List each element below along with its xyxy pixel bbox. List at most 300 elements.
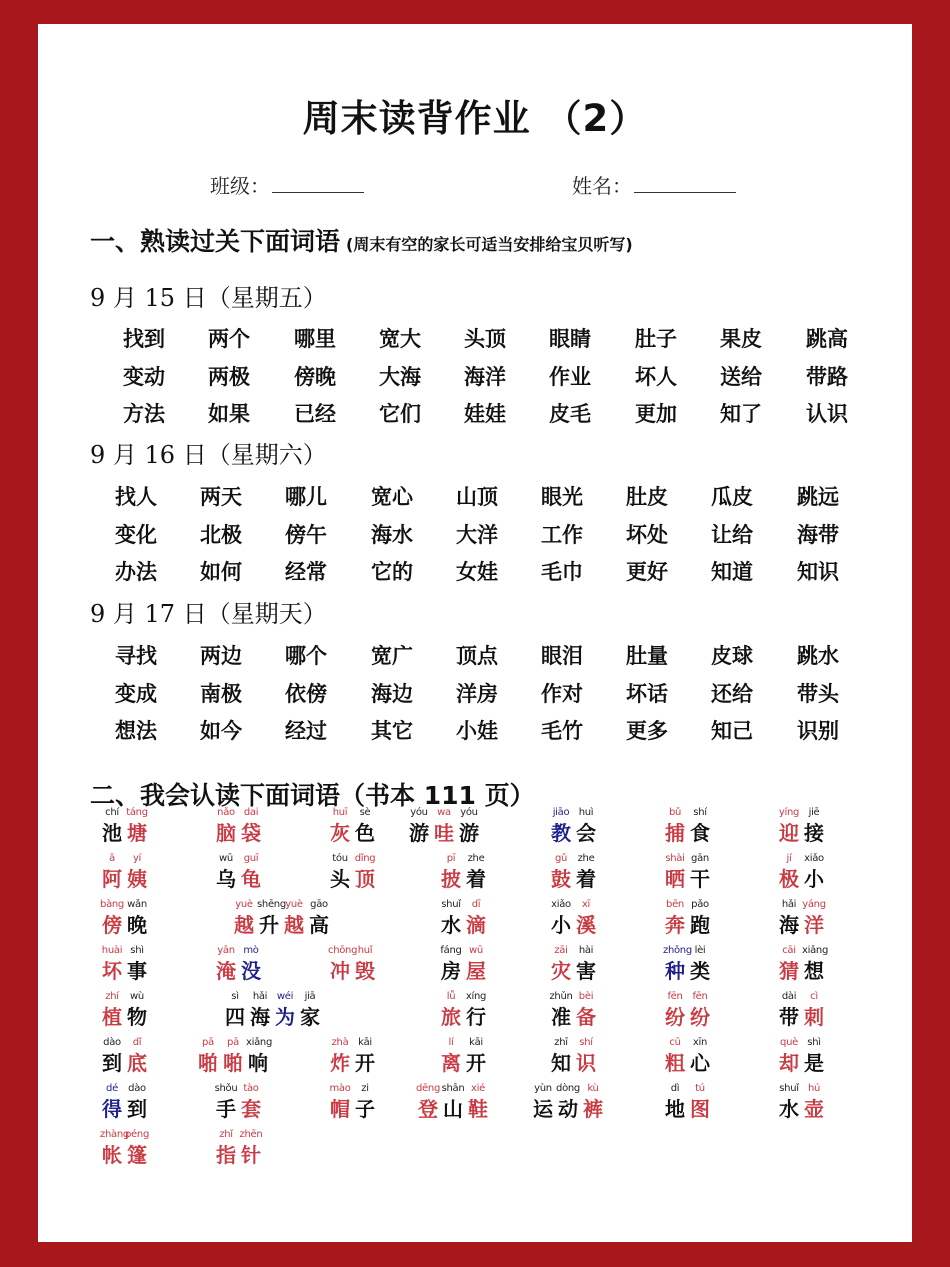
hanzi-char: 心	[690, 1051, 710, 1075]
pinyin-word	[439, 1035, 489, 1079]
pinyin-text: shài	[665, 853, 685, 864]
hanzi-char: 套	[241, 1097, 261, 1121]
pinyin-text: huǐ	[357, 945, 373, 956]
hanzi-char: 识	[576, 1051, 596, 1075]
pinyin-char	[802, 943, 829, 984]
hanzi-char: 没	[241, 959, 261, 983]
hanzi-char: 毁	[355, 959, 375, 983]
hanzi-char: 脑	[216, 821, 236, 845]
pinyin-text: dào	[103, 1037, 121, 1048]
hanzi-char: 池	[102, 821, 122, 845]
pinyin-text: dai	[243, 807, 259, 818]
pinyin-text: jí	[786, 853, 792, 864]
pinyin-text: tú	[695, 1083, 705, 1094]
pinyin-char	[574, 851, 598, 892]
pinyin-text: zhǐ	[219, 1129, 233, 1140]
vocab-word: 眼光	[541, 484, 583, 509]
pinyin-text: hǎi	[781, 899, 797, 910]
pinyin-text: wéi	[276, 991, 294, 1002]
pinyin-char	[549, 851, 573, 892]
pinyin-char	[214, 943, 238, 984]
pinyin-char	[688, 1035, 712, 1076]
vocab-word: 知道	[711, 559, 753, 584]
pinyin-text: zhàng	[100, 1129, 129, 1140]
pinyin-text: hú	[807, 1083, 821, 1094]
vocab-word: 海边	[371, 680, 413, 706]
pinyin-char	[125, 989, 149, 1030]
pinyin-char	[688, 943, 712, 984]
vocab-word: 变化	[115, 521, 157, 547]
vocab-word: 小娃	[456, 718, 498, 743]
pinyin-text: zhǔn	[549, 991, 573, 1002]
pinyin-word	[549, 943, 599, 987]
vocab-word: 肚子	[635, 326, 677, 351]
pinyin-text: gǔ	[554, 853, 568, 864]
pinyin-char	[688, 897, 712, 938]
vocab-word: 毛巾	[541, 559, 583, 584]
pinyin-char	[100, 989, 124, 1030]
pinyin-word	[100, 851, 150, 895]
section1-title: 一、熟读过关下面词语	[90, 227, 341, 256]
pinyin-char	[100, 943, 124, 984]
pinyin-char	[214, 851, 238, 892]
pinyin-text: wa	[437, 807, 451, 818]
pinyin-word	[439, 851, 489, 895]
pinyin-char	[464, 989, 488, 1030]
pinyin-char	[100, 1035, 124, 1076]
hanzi-char: 为	[275, 1005, 295, 1029]
pinyin-char	[777, 989, 801, 1030]
pinyin-text: yí	[132, 853, 142, 864]
vocab-word: 坏处	[626, 521, 668, 547]
hanzi-char: 接	[804, 821, 824, 845]
hanzi-char: 类	[690, 959, 710, 983]
hanzi-char: 溪	[576, 913, 596, 937]
vocab-word: 如今	[200, 718, 242, 743]
pinyin-char	[663, 1081, 687, 1122]
pinyin-char	[125, 805, 149, 846]
vocab-word: 更加	[635, 401, 677, 426]
pinyin-char	[688, 805, 712, 846]
pinyin-char	[439, 989, 463, 1030]
pinyin-text: dī	[471, 899, 481, 910]
vocab-word: 找到	[123, 326, 165, 351]
hanzi-char: 乌	[216, 867, 236, 891]
word-row	[90, 323, 910, 361]
pinyin-text: pā	[202, 1037, 214, 1048]
pinyin-word	[549, 1035, 599, 1079]
vocab-word: 工作	[541, 521, 583, 547]
pinyin-char	[549, 897, 573, 938]
pinyin-char	[581, 1081, 605, 1122]
pinyin-text: cū	[669, 1037, 681, 1048]
hanzi-char: 迎	[779, 821, 799, 845]
pinyin-text: dì	[670, 1083, 680, 1094]
pinyin-char	[407, 805, 431, 846]
hanzi-char: 塘	[127, 821, 147, 845]
hanzi-char: 教	[551, 821, 571, 845]
pinyin-char	[432, 805, 456, 846]
pinyin-text: fēn	[667, 991, 683, 1002]
vocab-word: 头顶	[464, 326, 506, 351]
hanzi-char: 晒	[665, 867, 685, 891]
pinyin-text: guī	[243, 853, 259, 864]
name-label: 姓名：	[572, 174, 632, 198]
hanzi-char: 晚	[127, 913, 147, 937]
pinyin-text: kāi	[469, 1037, 483, 1048]
word-grid	[90, 640, 910, 753]
pinyin-word	[214, 1081, 264, 1125]
word-row	[90, 519, 910, 557]
pinyin-word	[777, 805, 827, 849]
vocab-word: 其它	[371, 718, 413, 743]
hanzi-char: 地	[665, 1097, 685, 1121]
pinyin-char	[353, 805, 377, 846]
pinyin-text: huī	[332, 807, 348, 818]
hanzi-char: 姨	[127, 867, 147, 891]
pinyin-text: sè	[359, 807, 371, 818]
pinyin-text: tóu	[332, 853, 348, 864]
vocab-word: 坏话	[626, 680, 668, 706]
pinyin-text: yáng	[802, 899, 826, 910]
pinyin-text: jiē	[808, 807, 820, 818]
vocab-word: 眼睛	[549, 326, 591, 351]
vocab-word: 知己	[711, 718, 753, 743]
pinyin-char	[328, 1035, 352, 1076]
pinyin-text: xīn	[692, 1037, 708, 1048]
vocab-word: 变成	[115, 680, 157, 706]
pinyin-char	[221, 1035, 245, 1076]
hanzi-char: 顶	[355, 867, 375, 891]
pinyin-char	[125, 1127, 149, 1168]
word-row	[90, 361, 910, 399]
pinyin-text: zhī	[554, 1037, 568, 1048]
hanzi-char: 手	[216, 1097, 236, 1121]
pinyin-text: cāi	[782, 945, 796, 956]
pinyin-text: xiǎng	[802, 945, 829, 956]
pinyin-char	[574, 805, 598, 846]
pinyin-text: wū	[219, 853, 233, 864]
pinyin-text: yuè	[285, 899, 303, 910]
pinyin-char	[549, 1035, 573, 1076]
pinyin-char	[307, 897, 331, 938]
pinyin-text: wū	[469, 945, 483, 956]
pinyin-word	[214, 943, 264, 987]
hanzi-char: 想	[804, 959, 824, 983]
pinyin-text: gāo	[310, 899, 328, 910]
pinyin-char	[239, 943, 263, 984]
pinyin-word	[407, 805, 482, 849]
vocab-word: 宽广	[371, 643, 413, 668]
pinyin-text: lí	[448, 1037, 454, 1048]
pinyin-text: tào	[243, 1083, 259, 1094]
pinyin-text: xiǎo	[804, 853, 824, 864]
vocab-word: 找人	[115, 484, 157, 509]
hanzi-char: 袋	[241, 821, 261, 845]
pinyin-text: xiǎo	[551, 899, 571, 910]
pinyin-word	[328, 805, 378, 849]
word-grid	[90, 481, 910, 594]
pinyin-char	[688, 851, 712, 892]
hanzi-char: 游	[459, 821, 479, 845]
hanzi-char: 响	[248, 1051, 268, 1075]
vocab-word: 哪个	[285, 643, 327, 668]
pinyin-char	[223, 989, 247, 1030]
hanzi-char: 头	[330, 867, 350, 891]
reading-row	[100, 851, 900, 897]
pinyin-char	[464, 851, 488, 892]
vocab-word: 认识	[806, 401, 848, 426]
hanzi-char: 哇	[434, 821, 454, 845]
pinyin-char	[328, 943, 358, 984]
pinyin-char	[777, 897, 801, 938]
pinyin-word	[214, 851, 264, 895]
pinyin-word	[196, 1035, 271, 1079]
vocab-word: 两极	[208, 363, 250, 389]
pinyin-text: ā	[109, 853, 115, 864]
hanzi-char: 会	[576, 821, 596, 845]
hanzi-char: 啪	[223, 1051, 243, 1075]
pinyin-text: pī	[446, 853, 456, 864]
pinyin-char	[239, 1081, 263, 1122]
vocab-word: 带路	[806, 363, 848, 389]
pinyin-char	[802, 989, 826, 1030]
pinyin-char	[257, 897, 286, 938]
pinyin-text: yíng	[778, 807, 800, 818]
pinyin-text: dēng	[416, 1083, 440, 1094]
vocab-word: 更好	[626, 559, 668, 584]
pinyin-char	[273, 989, 297, 1030]
hanzi-char: 离	[441, 1051, 461, 1075]
hanzi-char: 着	[466, 867, 486, 891]
vocab-word: 依傍	[285, 680, 327, 706]
pinyin-char	[353, 1035, 377, 1076]
reading-row	[100, 989, 900, 1035]
pinyin-char	[663, 851, 687, 892]
vocab-word: 已经	[294, 401, 336, 426]
hanzi-char: 屋	[466, 959, 486, 983]
vocab-word: 海带	[797, 521, 839, 547]
hanzi-char: 色	[355, 821, 375, 845]
hanzi-char: 奔	[665, 913, 685, 937]
pinyin-char	[464, 943, 488, 984]
pinyin-word	[439, 943, 489, 987]
pinyin-text: kù	[587, 1083, 599, 1094]
pinyin-text: dài	[781, 991, 797, 1002]
pinyin-word	[777, 1035, 827, 1079]
vocab-word: 海洋	[464, 363, 506, 389]
pinyin-word	[100, 1127, 150, 1171]
pinyin-char	[196, 1035, 220, 1076]
pinyin-char	[574, 943, 598, 984]
hanzi-char: 种	[665, 959, 685, 983]
pinyin-char	[100, 1081, 124, 1122]
pinyin-word	[549, 851, 599, 895]
hanzi-char: 游	[409, 821, 429, 845]
pinyin-char	[549, 805, 573, 846]
pinyin-char	[214, 1081, 238, 1122]
hanzi-char: 知	[551, 1051, 571, 1075]
pinyin-text: zhēn	[239, 1129, 263, 1140]
reading-grid	[100, 805, 900, 1205]
pinyin-text: mào	[329, 1083, 351, 1094]
pinyin-char	[777, 1081, 801, 1122]
pinyin-char	[574, 897, 598, 938]
vocab-word: 寻找	[115, 643, 157, 668]
pinyin-char	[556, 1081, 580, 1122]
hanzi-char: 极	[779, 867, 799, 891]
pinyin-char	[246, 1035, 273, 1076]
reading-row	[100, 805, 900, 851]
pinyin-char	[353, 943, 377, 984]
reading-row	[100, 897, 900, 943]
hanzi-char: 底	[127, 1051, 147, 1075]
pinyin-char	[802, 897, 826, 938]
pinyin-text: shuǐ	[441, 899, 461, 910]
hanzi-char: 海	[779, 913, 799, 937]
pinyin-char	[439, 943, 463, 984]
pinyin-text: shì	[807, 1037, 821, 1048]
hanzi-char: 针	[241, 1143, 261, 1167]
vocab-word: 方法	[123, 401, 165, 426]
hanzi-char: 家	[300, 1005, 320, 1029]
reading-row	[100, 943, 900, 989]
vocab-word: 两个	[208, 326, 250, 351]
hanzi-char: 子	[355, 1097, 375, 1121]
vocab-word: 作业	[549, 363, 591, 389]
vocab-word: 宽心	[371, 484, 413, 509]
pinyin-text: huì	[578, 807, 594, 818]
pinyin-text: kāi	[358, 1037, 372, 1048]
vocab-word: 坏人	[635, 363, 677, 389]
pinyin-char	[802, 1081, 826, 1122]
pinyin-text: xī	[581, 899, 591, 910]
pinyin-word	[328, 1081, 378, 1125]
pinyin-word	[549, 805, 599, 849]
vocab-word: 让给	[711, 521, 753, 547]
pinyin-text: shì	[130, 945, 144, 956]
hanzi-char: 猜	[779, 959, 799, 983]
pinyin-text: sì	[231, 991, 239, 1002]
pinyin-char	[125, 1035, 149, 1076]
vocab-word: 北极	[200, 521, 242, 547]
hanzi-char: 小	[551, 913, 571, 937]
pinyin-char	[328, 851, 352, 892]
vocab-word: 山顶	[456, 484, 498, 509]
day-date: 9 月 15 日（星期五）	[90, 284, 327, 312]
hanzi-char: 裤	[583, 1097, 603, 1121]
pinyin-text: zhe	[467, 853, 485, 864]
hanzi-char: 阿	[102, 867, 122, 891]
pinyin-text: zhí	[105, 991, 119, 1002]
hanzi-char: 灰	[330, 821, 350, 845]
vocab-word: 傍晚	[294, 363, 336, 389]
pinyin-word	[100, 989, 150, 1033]
hanzi-char: 洋	[804, 913, 824, 937]
pinyin-char	[328, 805, 352, 846]
pinyin-word	[663, 851, 713, 895]
hanzi-char: 篷	[127, 1143, 147, 1167]
hanzi-char: 跑	[690, 913, 710, 937]
hanzi-char: 是	[804, 1051, 824, 1075]
hanzi-char: 山	[443, 1097, 463, 1121]
pinyin-text: pǎo	[691, 899, 709, 910]
hanzi-char: 害	[576, 959, 596, 983]
hanzi-char: 食	[690, 821, 710, 845]
pinyin-char	[125, 897, 149, 938]
pinyin-char	[777, 1035, 801, 1076]
pinyin-char	[777, 805, 801, 846]
pinyin-text: jiā	[304, 991, 316, 1002]
pinyin-text: bèi	[578, 991, 594, 1002]
vocab-word: 跳高	[806, 326, 848, 351]
class-blank[interactable]	[272, 174, 364, 193]
pinyin-text: cì	[810, 991, 818, 1002]
hanzi-char: 运	[533, 1097, 553, 1121]
pinyin-text: zhe	[577, 853, 595, 864]
hanzi-char: 帐	[102, 1143, 122, 1167]
hanzi-char: 帽	[330, 1097, 350, 1121]
hanzi-char: 坏	[102, 959, 122, 983]
pinyin-text: nǎo	[217, 807, 235, 818]
vocab-word: 宽大	[379, 326, 421, 351]
pinyin-char	[531, 1081, 555, 1122]
pinyin-word	[663, 989, 713, 1033]
hanzi-char: 到	[102, 1051, 122, 1075]
pinyin-text: táng	[126, 807, 148, 818]
pinyin-text: zi	[361, 1083, 369, 1094]
hanzi-char: 越	[284, 913, 304, 937]
section1-note: (周末有空的家长可适当安排给宝贝听写)	[346, 235, 633, 254]
vocab-word: 想法	[115, 718, 157, 743]
vocab-word: 顶点	[456, 643, 498, 668]
vocab-word: 识别	[797, 718, 839, 743]
pinyin-text: shēng	[257, 899, 286, 910]
hanzi-char: 捕	[665, 821, 685, 845]
word-row	[90, 715, 910, 753]
vocab-word: 变动	[123, 363, 165, 389]
pinyin-text: huài	[101, 945, 123, 956]
pinyin-char	[663, 805, 687, 846]
pinyin-text: hài	[578, 945, 594, 956]
day-date: 9 月 17 日（星期天）	[90, 600, 327, 628]
vocab-word: 带头	[797, 680, 839, 706]
pinyin-word	[223, 989, 323, 1033]
pinyin-word	[214, 805, 264, 849]
pinyin-word	[777, 851, 827, 895]
pinyin-word	[663, 1081, 713, 1125]
vocab-word: 跳水	[797, 643, 839, 668]
name-blank[interactable]	[634, 174, 736, 193]
vocab-word: 哪里	[294, 326, 336, 351]
pinyin-text: xié	[471, 1083, 485, 1094]
vocab-word: 作对	[541, 680, 583, 706]
pinyin-text: shí	[693, 807, 707, 818]
pinyin-char	[100, 851, 124, 892]
vocab-word: 大洋	[456, 521, 498, 547]
pinyin-char	[248, 989, 272, 1030]
pinyin-text: jiāo	[552, 807, 570, 818]
hanzi-char: 升	[259, 913, 279, 937]
pinyin-text: yóu	[410, 807, 428, 818]
pinyin-text: dào	[128, 1083, 146, 1094]
hanzi-char: 高	[309, 913, 329, 937]
pinyin-word	[100, 1035, 150, 1079]
pinyin-char	[777, 851, 801, 892]
vocab-word: 经过	[285, 718, 327, 743]
pinyin-text: zhà	[331, 1037, 349, 1048]
pinyin-word	[549, 989, 599, 1033]
